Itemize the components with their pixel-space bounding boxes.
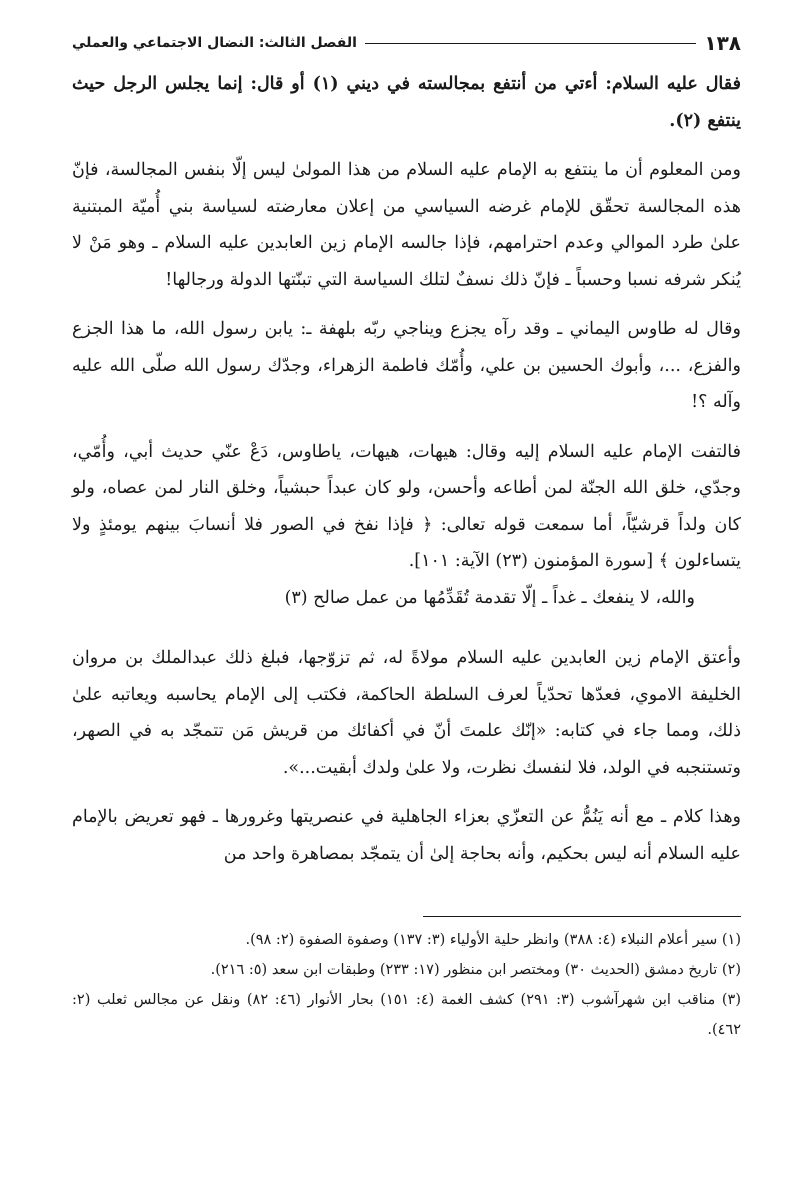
paragraph-1: فقال عليه السلام: أءتي من أنتفع بمجالسته في ديني (١) أو قال: إنما يجلس الرجل حيث ينتفع (٢). (72, 74, 741, 131)
footnote-separator (423, 916, 741, 917)
paragraph-6: وهذا كلام ـ مع أنه يَنُمُّ عن التعزّي بعزاء الجاهلية في عنصريتها وغرورها ـ فهو تعريض بالإمام عليه السلام أنه ليس بحكيم، وأنه بحاجة إلىٰ أن يتمجّد بمصاهرة واحد من (72, 807, 741, 864)
paragraph-3: وقال له طاوس اليماني ـ وقد رآه يجزع ويناجي ربّه بلهفة ـ: يابن رسول الله، ما هذا الجزع والفزع، ...، وأبوك الحسين بن علي، وأُمّك فاطمة الزهراء، وجدّك رسول الله صلّى الله عليه وآله ؟! (72, 319, 741, 412)
running-title: الفصل الثالث: النضال الاجتماعي والعملي (72, 35, 357, 51)
page-number: ١٣٨ (704, 31, 741, 55)
closing-line: والله، لا ينفعك ـ غداً ـ إلّا تقدمة تُقَدِّمُها من عمل صالح (٣) (284, 587, 695, 608)
page-header (72, 26, 741, 60)
paragraph-2: ومن المعلوم أن ما ينتفع به الإمام عليه السلام من هذا المولىٰ ليس إلّا بنفس المجالسة، فإنّ هذه المجالسة تحقّق للإمام غرضه السياسي من إعلان معارضته لسياسة بني أُميّة المبتنية علىٰ طرد الموالي وعدم احترامهم، فإذا جالسه الإمام زين العابدين عليه السلام ـ وهو مَنْ لا يُنكر شرفه نسبا وحسباً ـ فإنّ ذلك نسفٌ لتلك السياسة التي تبنّتها الدولة ورجالها! (72, 160, 741, 290)
paragraph-4: فالتفت الإمام عليه السلام إليه وقال: هيهات، هيهات، ياطاوس، دَعْ عنّي حديث أبي، وأُمّي، وجدّي، خلق الله الجنّة لمن أطاعه وأحسن، ولو كان عبداً حبشياً، وخلق النار لمن عصاه، ولو كان ولداً قرشيّاً، أما سمعت قوله تعالى: ﴿ فإذا نفخ في الصور فلا أنسابَ بينهم يومئذٍ ولا يتساءلون ﴾ [سورة المؤمنون (٢٣) الآية: ١٠١]. (72, 441, 741, 571)
paragraph-5: وأعتق الإمام زين العابدين عليه السلام مولاةً له، ثم تزوّجها، فبلغ ذلك عبدالملك بن مروان الخليفة الاموي، فعدّها تحدّياً لعرف السلطة الحاكمة، فكتب إلى الإمام يحاسبه ويعاتبه علىٰ ذلك، ومما جاء في كتابه: «إنّك علمتَ أنّ في أكفائك من قريش مَن تتمجّد به في الصهر، وتستنجبه في الولد، فلا لنفسك نظرت، ولا علىٰ ولدك أبقيت...». (72, 648, 741, 778)
footnotes (72, 925, 741, 1045)
footnote-1: (١) سير أعلام النبلاء (٤: ٣٨٨) وانظر حلية الأولياء (٣: ١٣٧) وصفوة الصفوة (٢: ٩٨). (245, 932, 741, 948)
footnote-2: (٢) تاريخ دمشق (الحديث ٣٠) ومختصر ابن منظور (١٧: ٢٣٣) وطبقات ابن سعد (٥: ٢١٦). (210, 962, 741, 978)
footnote-3: (٣) مناقب ابن شهرآشوب (٣: ٢٩١) كشف الغمة (٤: ١٥١) بحار الأنوار (٤٦: ٨٢) ونقل عن مجالس ثعلب (٢: ٤٦٢). (72, 992, 741, 1038)
main-text (72, 66, 741, 872)
header-rule (365, 43, 696, 44)
